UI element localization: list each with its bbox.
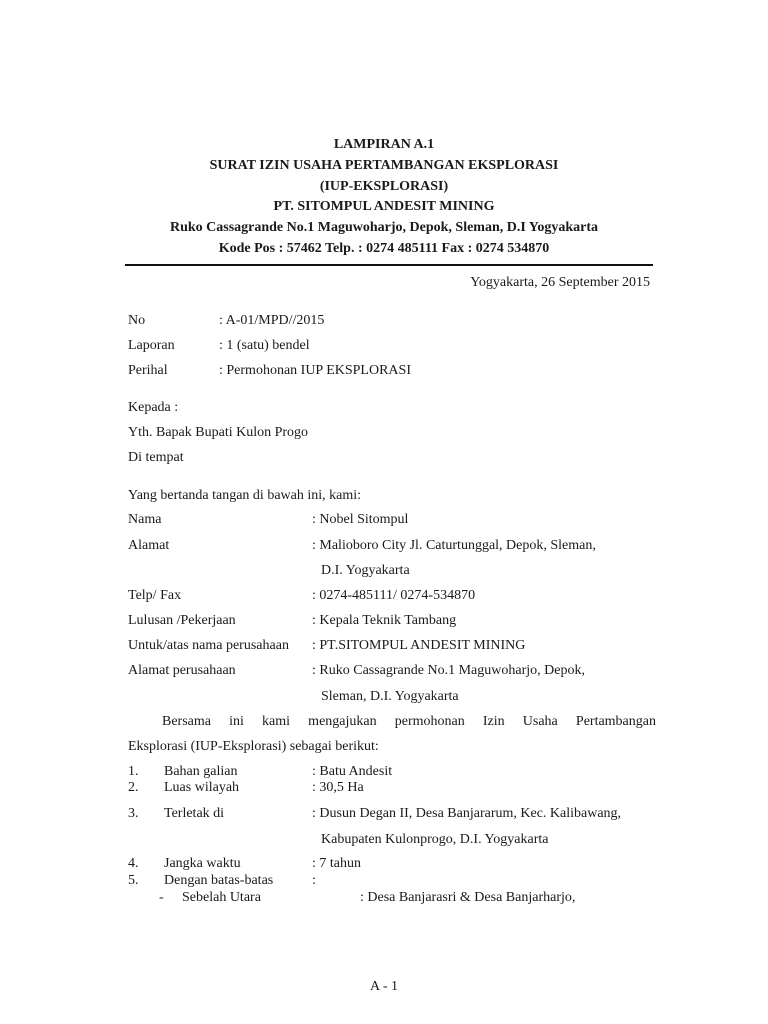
paragraph-line-2: Eksplorasi (IUP-Eksplorasi) sebagai berikut:: [128, 739, 379, 754]
meta-label-no: No: [128, 313, 146, 328]
page-number: A - 1: [370, 979, 398, 994]
subitem-value: : Desa Banjarasri & Desa Banjarharjo,: [360, 890, 576, 905]
subitem-label: Sebelah Utara: [182, 890, 261, 905]
identity-label-alamat-perusahaan: Alamat perusahaan: [128, 663, 236, 678]
meta-value-perihal: : Permohonan IUP EKSPLORASI: [219, 363, 411, 378]
meta-label-perihal: Perihal: [128, 363, 168, 378]
item-value-3: : Dusun Degan II, Desa Banjararum, Kec. Kalibawang,: [312, 806, 622, 821]
item-num-5: 5.: [128, 873, 139, 888]
identity-value-pekerjaan: : Kepala Teknik Tambang: [312, 613, 457, 628]
header-abbrev: (IUP-EKSPLORASI): [319, 179, 449, 194]
item-label-5: Dengan batas-batas: [164, 873, 274, 888]
header-divider: [125, 264, 653, 266]
item-label-3: Terletak di: [164, 806, 225, 821]
letter-date: Yogyakarta, 26 September 2015: [470, 275, 650, 290]
identity-value-alamat-perusahaan: : Ruko Cassagrande No.1 Maguwoharjo, Depok,: [312, 663, 585, 678]
identity-value-telp: : 0274-485111/ 0274-534870: [312, 588, 476, 603]
item-value-4: : 7 tahun: [312, 856, 361, 871]
meta-value-laporan: : 1 (satu) bendel: [219, 338, 310, 353]
item-value-2: : 30,5 Ha: [312, 780, 364, 795]
item-value-5: :: [312, 873, 316, 888]
item-num-3: 3.: [128, 806, 139, 821]
paragraph-line-1: Bersama ini kami mengajukan permohonan Izin Usaha Pertambangan: [162, 714, 656, 729]
item-value-1: : Batu Andesit: [312, 764, 393, 779]
header-title: LAMPIRAN A.1: [333, 137, 435, 152]
item-num-1: 1.: [128, 764, 139, 779]
identity-label-nama: Nama: [128, 512, 162, 527]
recipient-kepada: Kepada :: [128, 400, 179, 415]
item-label-2: Luas wilayah: [164, 780, 240, 795]
item-label-1: Bahan galian: [164, 764, 238, 779]
identity-value-alamat-cont: D.I. Yogyakarta: [321, 563, 410, 578]
recipient-place: Di tempat: [128, 450, 184, 465]
identity-label-telp: Telp/ Fax: [128, 588, 182, 603]
item-num-2: 2.: [128, 780, 139, 795]
identity-value-perusahaan: : PT.SITOMPUL ANDESIT MINING: [312, 638, 526, 653]
company-name: PT. SITOMPUL ANDESIT MINING: [273, 199, 495, 214]
identity-label-perusahaan: Untuk/atas nama perusahaan: [128, 638, 289, 653]
company-address: Ruko Cassagrande No.1 Maguwoharjo, Depok, Sleman, D.I Yogyakarta: [169, 220, 599, 235]
recipient-name: Yth. Bapak Bupati Kulon Progo: [128, 425, 309, 440]
identity-label-alamat: Alamat: [128, 538, 170, 553]
identity-value-alamat: : Malioboro City Jl. Caturtunggal, Depok, Sleman,: [312, 538, 596, 553]
item-label-4: Jangka waktu: [164, 856, 241, 871]
item-num-4: 4.: [128, 856, 139, 871]
item-value-3-cont: Kabupaten Kulonprogo, D.I. Yogyakarta: [321, 832, 549, 847]
company-contact: Kode Pos : 57462 Telp. : 0274 485111 Fax : 0274 534870: [218, 241, 550, 256]
meta-value-no: : A-01/MPD//2015: [219, 313, 325, 328]
meta-label-laporan: Laporan: [128, 338, 175, 353]
intro-text: Yang bertanda tangan di bawah ini, kami:: [128, 488, 362, 503]
identity-value-nama: : Nobel Sitompul: [312, 512, 409, 527]
identity-label-pekerjaan: Lulusan /Pekerjaan: [128, 613, 236, 628]
subitem-bullet: -: [159, 890, 164, 905]
header-subtitle: SURAT IZIN USAHA PERTAMBANGAN EKSPLORASI: [209, 158, 559, 173]
identity-value-alamat-perusahaan-cont: Sleman, D.I. Yogyakarta: [321, 689, 459, 704]
